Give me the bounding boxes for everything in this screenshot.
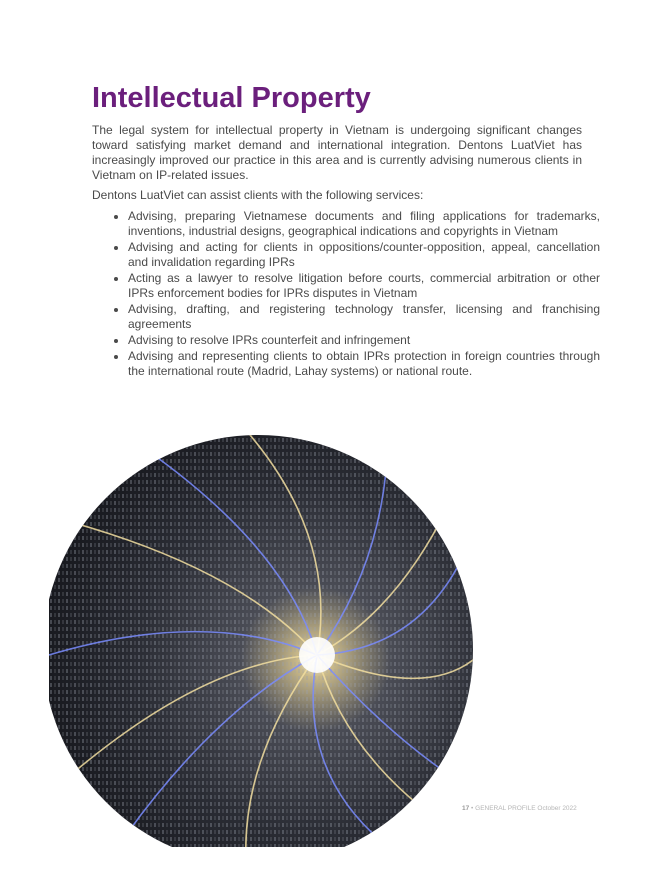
- footer-text: GENERAL PROFILE October 2022: [475, 805, 577, 812]
- services-list: [110, 209, 600, 380]
- services-lead: Dentons LuatViet can assist clients with the following services:: [92, 188, 424, 202]
- list-item: • Acting as a lawyer to resolve litigation before courts, commercial arbitration or other IPRs enforcement bodies for IPRs disputes in Vietnam: [128, 271, 600, 301]
- list-item: • Advising, drafting, and registering technology transfer, licensing and franchising agreements: [128, 302, 600, 332]
- list-item: • Advising and acting for clients in oppositions/counter-opposition, appeal, cancellation and invalidation regarding IPRs: [128, 240, 600, 270]
- list-item: • Advising and representing clients to obtain IPRs protection in foreign countries through the international route (Madrid, Lahay systems) or national route.: [128, 349, 600, 379]
- intro-paragraph: The legal system for intellectual property in Vietnam is undergoing significant changes toward satisfying market demand and international integration. Dentons LuatViet has increasingly improved our practice in this area and is currently advising numerous clients in Vietnam on IP-related issues.: [92, 123, 582, 182]
- page-footer: [462, 805, 577, 812]
- page-number: 17: [462, 805, 470, 812]
- binary-network-circle-image: [49, 430, 479, 847]
- page-title: Intellectual Property: [92, 82, 371, 114]
- list-item: • Advising, preparing Vietnamese documents and filing applications for trademarks, inventions, industrial designs, geographical indications and copyrights in Vietnam: [128, 209, 600, 239]
- list-item: • Advising to resolve IPRs counterfeit and infringement: [128, 333, 600, 348]
- footer-separator: •: [471, 805, 474, 812]
